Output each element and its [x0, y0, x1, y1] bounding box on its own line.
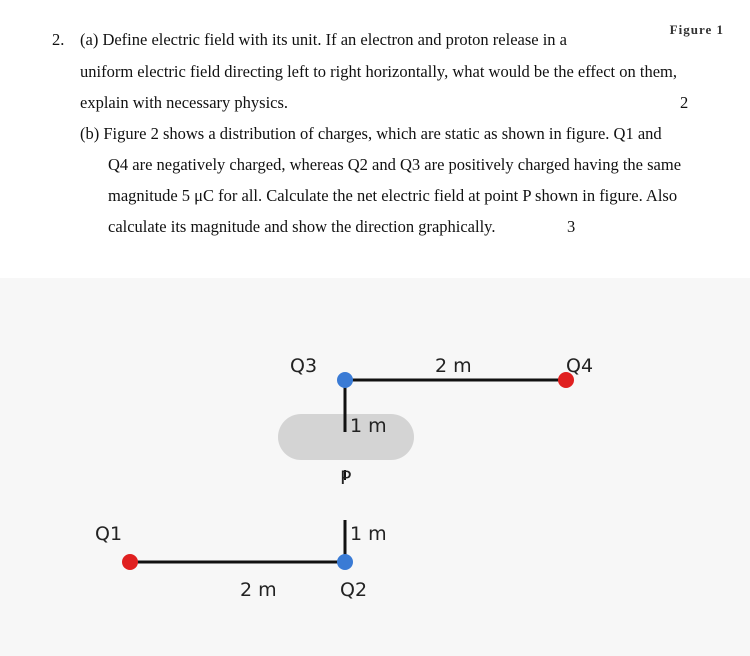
distance-upper-vertical-label: 1 m — [350, 415, 387, 437]
question-number: 2. — [52, 30, 65, 49]
part-b-line-3: magnitude 5 μC for all. Calculate the net electric field at point P shown in figure. Also — [108, 186, 678, 205]
q4-label: Q4 — [566, 355, 594, 377]
point-p-label: P — [340, 467, 352, 489]
q3-positive-charge — [337, 372, 353, 388]
distance-top-label: 2 m — [435, 355, 472, 377]
part-a-line-3: explain with necessary physics. — [80, 93, 289, 112]
part-b-line-2: Q4 are negatively charged, whereas Q2 and Q3 are positively charged having the same — [108, 155, 682, 174]
figure-label: Figure 1 — [669, 22, 724, 37]
q2-positive-charge — [337, 554, 353, 570]
part-b-line-4: calculate its magnitude and show the direction graphically. — [108, 217, 496, 236]
distance-lower-vertical-label: 1 m — [350, 523, 387, 545]
part-a-line-1: (a) Define electric field with its unit. If an electron and proton release in a — [80, 30, 567, 49]
q1-label: Q1 — [95, 523, 123, 545]
q3-label: Q3 — [290, 355, 318, 377]
part-a-line-2: uniform electric field directing left to right horizontally, what would be the effect on them, — [80, 62, 678, 81]
distance-bottom-label: 2 m — [240, 579, 277, 601]
q1-negative-charge — [122, 554, 138, 570]
part-b-line-1: (b) Figure 2 shows a distribution of charges, which are static as shown in figure. Q1 and — [80, 124, 662, 143]
part-a-marks: 2 — [680, 93, 689, 112]
q2-label: Q2 — [340, 579, 368, 601]
part-b-marks: 3 — [567, 217, 576, 236]
